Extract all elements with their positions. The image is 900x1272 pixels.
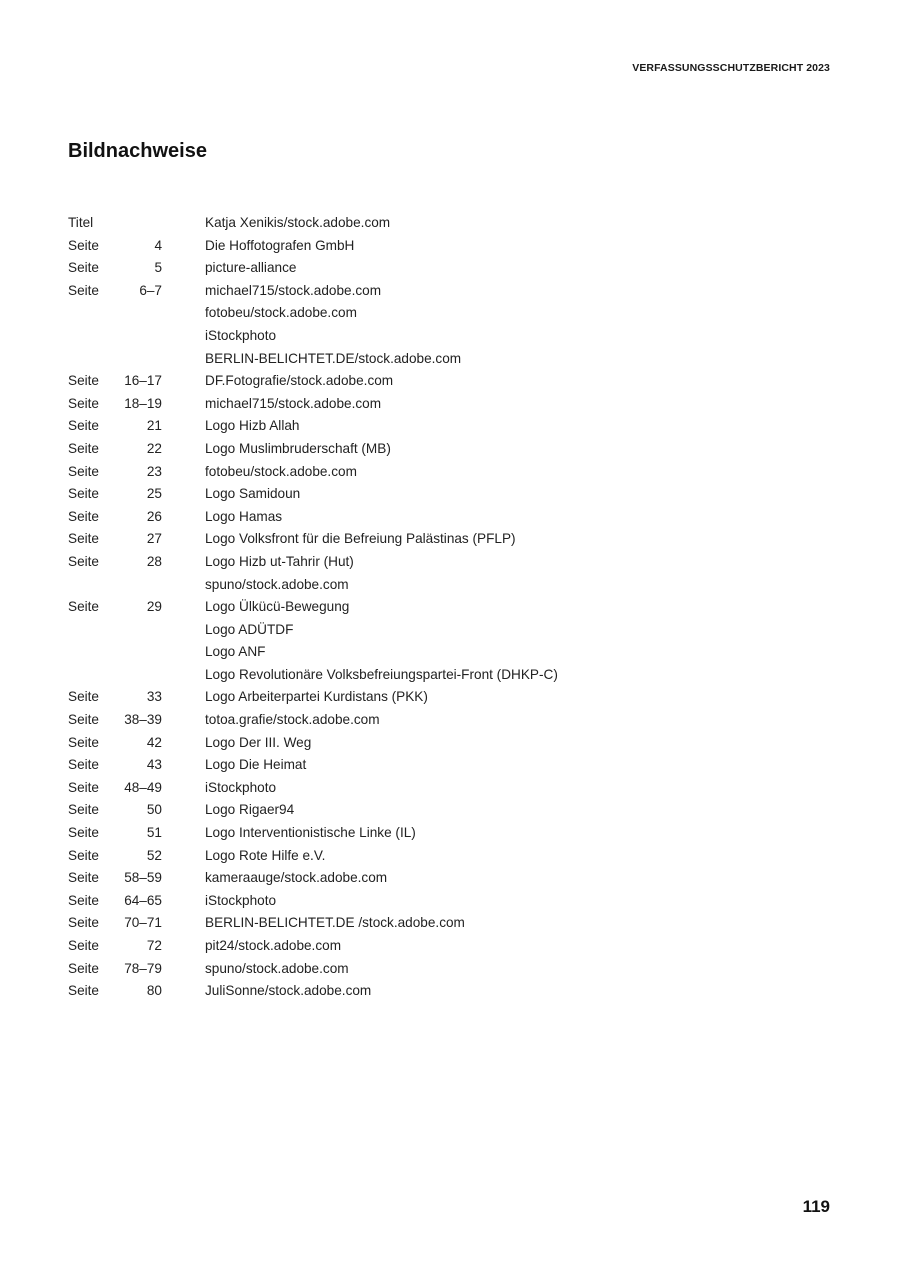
credit-page: 26 <box>146 508 162 524</box>
credit-source: Logo Die Heimat <box>205 757 307 773</box>
credit-page: 29 <box>146 599 162 615</box>
credit-label: Seite <box>68 395 99 411</box>
credit-label <box>68 348 118 371</box>
credit-page: 27 <box>146 531 162 547</box>
credit-label: Seite <box>68 282 99 298</box>
credit-page: 72 <box>146 938 162 953</box>
credit-row <box>68 415 768 438</box>
credit-page: 21 <box>146 418 162 434</box>
credit-page <box>118 212 162 235</box>
credit-label: Seite <box>68 960 99 976</box>
credit-label <box>68 302 118 325</box>
credit-row <box>68 348 768 371</box>
page-title: Bildnachweise <box>68 140 207 162</box>
credit-source: spuno/stock.adobe.com <box>205 576 349 592</box>
credit-page: 78–79 <box>124 960 162 976</box>
credit-page <box>118 325 162 348</box>
credit-source: kameraauge/stock.adobe.com <box>205 870 388 886</box>
credit-page <box>118 302 162 325</box>
credit-source: michael715/stock.adobe.com <box>205 395 382 411</box>
credit-row <box>68 912 768 935</box>
credit-source: BERLIN-BELICHTET.DE /stock.adobe.com <box>205 915 465 931</box>
credit-source: michael715/stock.adobe.com <box>205 282 382 298</box>
credit-label: Seite <box>68 599 99 615</box>
credit-source: iStockphoto <box>205 779 277 795</box>
credit-row <box>68 641 768 664</box>
credit-source: iStockphoto <box>205 327 277 343</box>
credit-row <box>68 596 768 619</box>
credit-row <box>68 212 768 235</box>
credit-page <box>118 664 162 687</box>
credit-label: Seite <box>68 892 99 908</box>
credit-row <box>68 686 768 709</box>
credit-label: Seite <box>68 734 99 750</box>
credit-label: Seite <box>68 802 99 818</box>
credit-label: Seite <box>68 870 99 886</box>
credit-source: Logo Hizb ut-Tahrir (Hut) <box>205 553 354 569</box>
credit-label: Seite <box>68 260 99 276</box>
credit-page: 16–17 <box>124 373 162 389</box>
page-number: 119 <box>802 1197 830 1216</box>
credit-row <box>68 280 768 303</box>
credit-row <box>68 393 768 416</box>
credit-row <box>68 845 768 868</box>
credit-row <box>68 958 768 981</box>
credit-page: 43 <box>146 757 162 773</box>
credit-row <box>68 370 768 393</box>
credit-page: 64–65 <box>124 892 162 908</box>
credit-source: BERLIN-BELICHTET.DE/stock.adobe.com <box>205 350 462 366</box>
credit-row <box>68 302 768 325</box>
credit-label: Seite <box>68 847 99 863</box>
credit-page <box>118 348 162 371</box>
credit-source: Logo Rigaer94 <box>205 802 295 818</box>
credit-label: Seite <box>68 440 99 456</box>
credit-source: fotobeu/stock.adobe.com <box>205 463 357 479</box>
credit-page: 18–19 <box>124 395 162 411</box>
credit-label <box>68 325 118 348</box>
credit-row <box>68 257 768 280</box>
credit-page: 5 <box>154 260 162 276</box>
credit-source: Logo Hamas <box>205 508 283 524</box>
credit-label: Seite <box>68 689 99 705</box>
credit-page <box>118 619 162 642</box>
credit-source: Katja Xenikis/stock.adobe.com <box>205 215 391 230</box>
credit-source: totoa.grafie/stock.adobe.com <box>205 712 380 728</box>
credit-page: 80 <box>146 983 162 999</box>
credit-row <box>68 483 768 506</box>
credit-page: 52 <box>146 847 162 863</box>
credit-source: Logo Interventionistische Linke (IL) <box>205 825 416 841</box>
credit-label: Seite <box>68 779 99 795</box>
credit-page: 4 <box>154 237 162 253</box>
credit-label: Seite <box>68 757 99 773</box>
credit-page <box>118 574 162 597</box>
credit-page: 70–71 <box>124 915 162 931</box>
credit-page <box>118 641 162 664</box>
credit-source: spuno/stock.adobe.com <box>205 960 349 976</box>
credit-label: Seite <box>68 531 99 547</box>
credit-source: fotobeu/stock.adobe.com <box>205 305 357 321</box>
credit-label: Seite <box>68 553 99 569</box>
credit-source: iStockphoto <box>205 892 277 908</box>
credit-source: Logo Samidoun <box>205 486 301 502</box>
credit-row <box>68 235 768 258</box>
credit-row <box>68 461 768 484</box>
credit-page: 28 <box>146 553 162 569</box>
credit-page: 6–7 <box>139 282 162 298</box>
credit-label: Seite <box>68 237 99 253</box>
credit-source: Logo Ülkücü-Bewegung <box>205 599 350 615</box>
credit-row <box>68 777 768 800</box>
credit-label: Seite <box>68 486 99 502</box>
credit-source: Logo ADÜTDF <box>205 621 294 637</box>
credit-page: 23 <box>146 463 162 479</box>
credit-page: 33 <box>146 689 162 705</box>
credit-row <box>68 709 768 732</box>
credit-page: 22 <box>146 440 162 456</box>
credit-row <box>68 574 768 597</box>
credit-label <box>68 664 118 687</box>
credit-page: 42 <box>146 734 162 750</box>
credit-label: Seite <box>68 373 99 389</box>
credit-row <box>68 867 768 890</box>
credit-label: Titel <box>68 215 94 230</box>
report-header: VERFASSUNGSSCHUTZBERICHT 2023 <box>632 62 830 74</box>
credit-row <box>68 325 768 348</box>
credit-source: JuliSonne/stock.adobe.com <box>205 983 372 999</box>
credit-source: Logo Rote Hilfe e.V. <box>205 847 326 863</box>
credit-row <box>68 664 768 687</box>
credit-source: Logo Hizb Allah <box>205 418 300 434</box>
credit-source: Die Hoffotografen GmbH <box>205 237 355 253</box>
credit-source: DF.Fotografie/stock.adobe.com <box>205 373 394 389</box>
credit-source: Logo Arbeiterpartei Kurdistans (PKK) <box>205 689 428 705</box>
credit-row <box>68 732 768 755</box>
credit-label <box>68 619 118 642</box>
credit-source: Logo Muslimbruderschaft (MB) <box>205 440 391 456</box>
credit-label: Seite <box>68 463 99 479</box>
credit-row <box>68 754 768 777</box>
credit-source: Logo Der III. Weg <box>205 734 312 750</box>
credit-page: 38–39 <box>124 712 162 728</box>
credit-label: Seite <box>68 712 99 728</box>
credit-row <box>68 619 768 642</box>
credit-row <box>68 551 768 574</box>
credit-row <box>68 822 768 845</box>
credit-source: Logo Revolutionäre Volksbefreiungspartei-Front (DHKP-C) <box>205 666 558 682</box>
credit-source: pit24/stock.adobe.com <box>205 938 342 953</box>
credit-row <box>68 438 768 461</box>
credit-label <box>68 641 118 664</box>
credit-label: Seite <box>68 825 99 841</box>
credit-row <box>68 890 768 913</box>
credit-page: 50 <box>146 802 162 818</box>
credit-label: Seite <box>68 508 99 524</box>
credit-page: 58–59 <box>124 870 162 886</box>
credit-source: Logo Volksfront für die Befreiung Palästinas (PFLP) <box>205 531 516 547</box>
credit-label: Seite <box>68 915 99 931</box>
credit-row <box>68 799 768 822</box>
credit-page: 48–49 <box>124 779 162 795</box>
credit-source: picture-alliance <box>205 260 297 276</box>
credit-row <box>68 980 768 1003</box>
credit-label: Seite <box>68 983 99 999</box>
credit-page: 51 <box>146 825 162 841</box>
credit-page: 25 <box>146 486 162 502</box>
credit-row <box>68 528 768 551</box>
image-credits-list <box>68 212 768 1003</box>
credit-label: Seite <box>68 938 99 953</box>
credit-label <box>68 574 118 597</box>
credit-source: Logo ANF <box>205 644 266 660</box>
credit-row <box>68 506 768 529</box>
credit-row <box>68 935 768 958</box>
credit-label: Seite <box>68 418 99 434</box>
